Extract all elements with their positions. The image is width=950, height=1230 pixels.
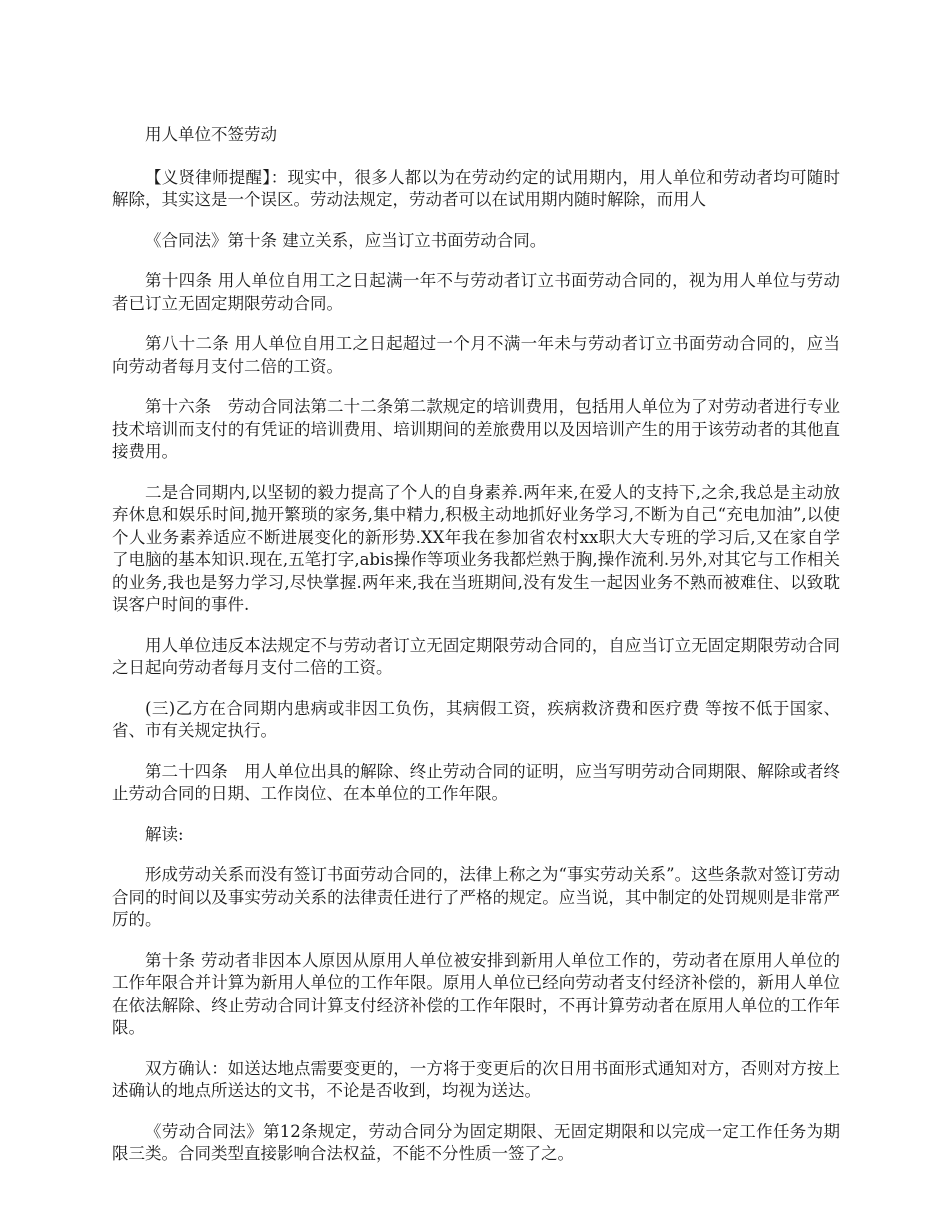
paragraph-article-16: 第十六条 劳动合同法第二十二条第二款规定的培训费用，包括用人单位为了对劳动者进行专业技术培训而支付的有凭证的培训费用、培训期间的差旅费用以及因培训产生的用于该劳动者的其他直接费用。 [112, 397, 840, 461]
paragraph-interpretation-heading: 解读: [145, 824, 184, 844]
paragraph-article-24: 第二十四条 用人单位出具的解除、终止劳动合同的证明，应当写明劳动合同期限、解除或者终止劳动合同的日期、工作岗位、在本单位的工作年限。 [112, 761, 840, 803]
paragraph-contract-law-article-10: 《合同法》第十条 建立关系，应当订立书面劳动合同。 [145, 230, 547, 250]
paragraph-personal-summary: 二是合同期内,以坚韧的毅力提高了个人的自身素养.两年来,在爱人的支持下,之余,我总是主动放弃休息和娱乐时间,抛开繁琐的家务,集中精力,积极主动地抓好业务学习,不断为自己“充电加油”,以使个人业务素养适应不断进展变化的新形势.XX年我在参加省农村xx职大大专班的学习后,又在家自学了电脑的基本知识.现在,五笔打字,abis操作等项业务我都烂熟于胸,操作流利.另外,对其它与工作相关的业务,我也是努力学习,尽快掌握.两年来,我在当班期间,没有发生一起因业务不熟而被难住、以致耽误客户时间的事件. [112, 482, 840, 614]
paragraph-de-facto-relationship: 形成劳动关系而没有签订书面劳动合同的，法律上称之为“事实劳动关系”。这些条款对签订劳动合同的时间以及事实劳动关系的法律责任进行了严格的规定。应当说，其中制定的处罚规则是非常严厉的。 [112, 865, 840, 929]
paragraph-sick-leave: (三)乙方在合同期内患病或非因工负伤，其病假工资，疾病救济费和医疗费 等按不低于国家、省、市有关规定执行。 [112, 698, 840, 740]
paragraph-open-ended-contract: 用人单位违反本法规定不与劳动者订立无固定期限劳动合同的，自应当订立无固定期限劳动合同之日起向劳动者每月支付二倍的工资。 [112, 635, 840, 677]
paragraph-article-12-contract-types: 《劳动合同法》第12条规定，劳动合同分为固定期限、无固定期限和以完成一定工作任务为期限三类。合同类型直接影响合法权益，不能不分性质一签了之。 [112, 1121, 840, 1163]
paragraph-article-82: 第八十二条 用人单位自用工之日起超过一个月不满一年未与劳动者订立书面劳动合同的，应当向劳动者每月支付二倍的工资。 [112, 334, 840, 376]
paragraph-delivery-confirmation: 双方确认：如送达地点需要变更的，一方将于变更后的次日用书面形式通知对方，否则对方按上述确认的地点所送达的文书，不论是否收到，均视为送达。 [112, 1058, 840, 1100]
paragraph-lawyer-reminder: 【义贤律师提醒】：现实中，很多人都以为在劳动约定的试用期内，用人单位和劳动者均可随时解除，其实这是一个误区。劳动法规定，劳动者可以在试用期内随时解除，而用人 [112, 167, 840, 209]
paragraph-article-14: 第十四条 用人单位自用工之日起满一年不与劳动者订立书面劳动合同的，视为用人单位与劳动者已订立无固定期限劳动合同。 [112, 271, 840, 313]
document-title: 用人单位不签劳动 [145, 125, 277, 144]
paragraph-article-10-transfer: 第十条 劳动者非因本人原因从原用人单位被安排到新用人单位工作的，劳动者在原用人单位的工作年限合并计算为新用人单位的工作年限。原用人单位已经向劳动者支付经济补偿的，新用人单位在依法解除、终止劳动合同计算支付经济补偿的工作年限时，不再计算劳动者在原用人单位的工作年限。 [112, 950, 840, 1037]
